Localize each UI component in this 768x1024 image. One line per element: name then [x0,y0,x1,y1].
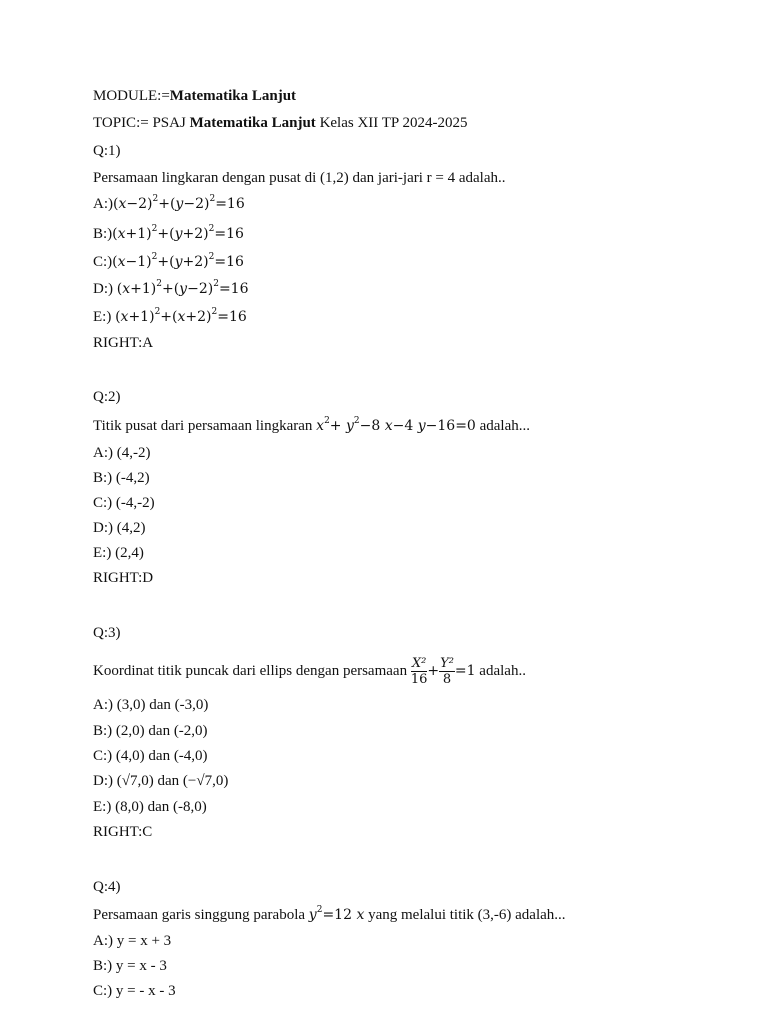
answer-line: RIGHT:A [93,335,154,351]
topic-suffix: Kelas XII TP 2024-2025 [315,115,468,131]
module-prefix: MODULE:= [93,88,170,104]
option-prefix: B:) [93,226,113,242]
equation: $y^2=12$ x [308,905,365,923]
option-math: $(x+1)^2+(y-2)^2=16$ [116,279,249,297]
option-d: D:) (√7,0) dan (−√7,0) [93,773,229,789]
option-prefix: C:) [93,254,113,270]
question-text: Koordinat titik puncak dari ellips dengan persamaan $\frac{\text{X²}}{16}$ + $\frac{\text{Y²}}{8}$ =1 adalah.. [93,656,526,688]
equation: $x^2+ y^2-8$ x−4 y−16=0 [316,416,476,434]
option-d [93,279,248,299]
option-math: $(x-2)^2+(y-2)^2=16$ [113,194,245,212]
option-math: $(x+1)^2+(y+2)^2=16$ [112,224,244,242]
option-prefix: E:) [93,309,116,325]
option-math: $(x+1)^2+(x+2)^2=16$ [115,307,247,325]
option-a [93,194,245,214]
module-name: Matematika Lanjut [169,88,297,104]
answer-line: RIGHT:C [93,824,153,840]
module-line [93,86,296,106]
fraction-x: $\frac{\text{X²}}{16}$ [410,656,428,688]
question-text: Persamaan garis singgung parabola $y^2=12$ x yang melalui titik (3,-6) adalah... [93,905,566,923]
option-e: E:) (2,4) [93,545,144,561]
option-b: B:) y = x - 3 [93,958,167,974]
option-math: $(x-1)^2+(y+2)^2=16$ [112,252,244,270]
option-a: A:) (3,0) dan (-3,0) [93,697,209,713]
question-label: Q:1) [93,143,121,159]
option-b: B:) (2,0) dan (-2,0) [93,723,208,739]
question-label: Q:3) [93,625,121,641]
option-c: C:) (-4,-2) [93,495,155,511]
option-b [93,224,244,244]
topic-prefix: TOPIC:= PSAJ [93,115,190,131]
question-text: Persamaan lingkaran dengan pusat di (1,2) dan jari-jari r = 4 adalah.. [93,170,506,186]
question-text: Titik pusat dari persamaan lingkaran $x^2+ y^2-8$ x−4 y−16=0 adalah... [93,416,530,434]
option-c: C:) y = - x - 3 [93,983,176,999]
option-prefix: A:) [93,196,113,212]
option-d: D:) (4,2) [93,520,146,536]
answer-line: RIGHT:D [93,570,154,586]
option-e: E:) (8,0) dan (-8,0) [93,799,207,815]
question-label: Q:4) [93,879,121,895]
option-a: A:) y = x + 3 [93,933,172,949]
option-c: C:) (4,0) dan (-4,0) [93,748,208,764]
topic-bold: Matematika Lanjut [189,115,316,131]
option-e [93,307,247,327]
option-prefix: D:) [93,281,117,297]
question-label: Q:2) [93,389,121,405]
option-c [93,252,244,272]
option-a: A:) (4,-2) [93,445,151,461]
topic-line [93,113,467,133]
fraction-y: $\frac{\text{Y²}}{8}$ [440,656,454,688]
option-b: B:) (-4,2) [93,470,150,486]
